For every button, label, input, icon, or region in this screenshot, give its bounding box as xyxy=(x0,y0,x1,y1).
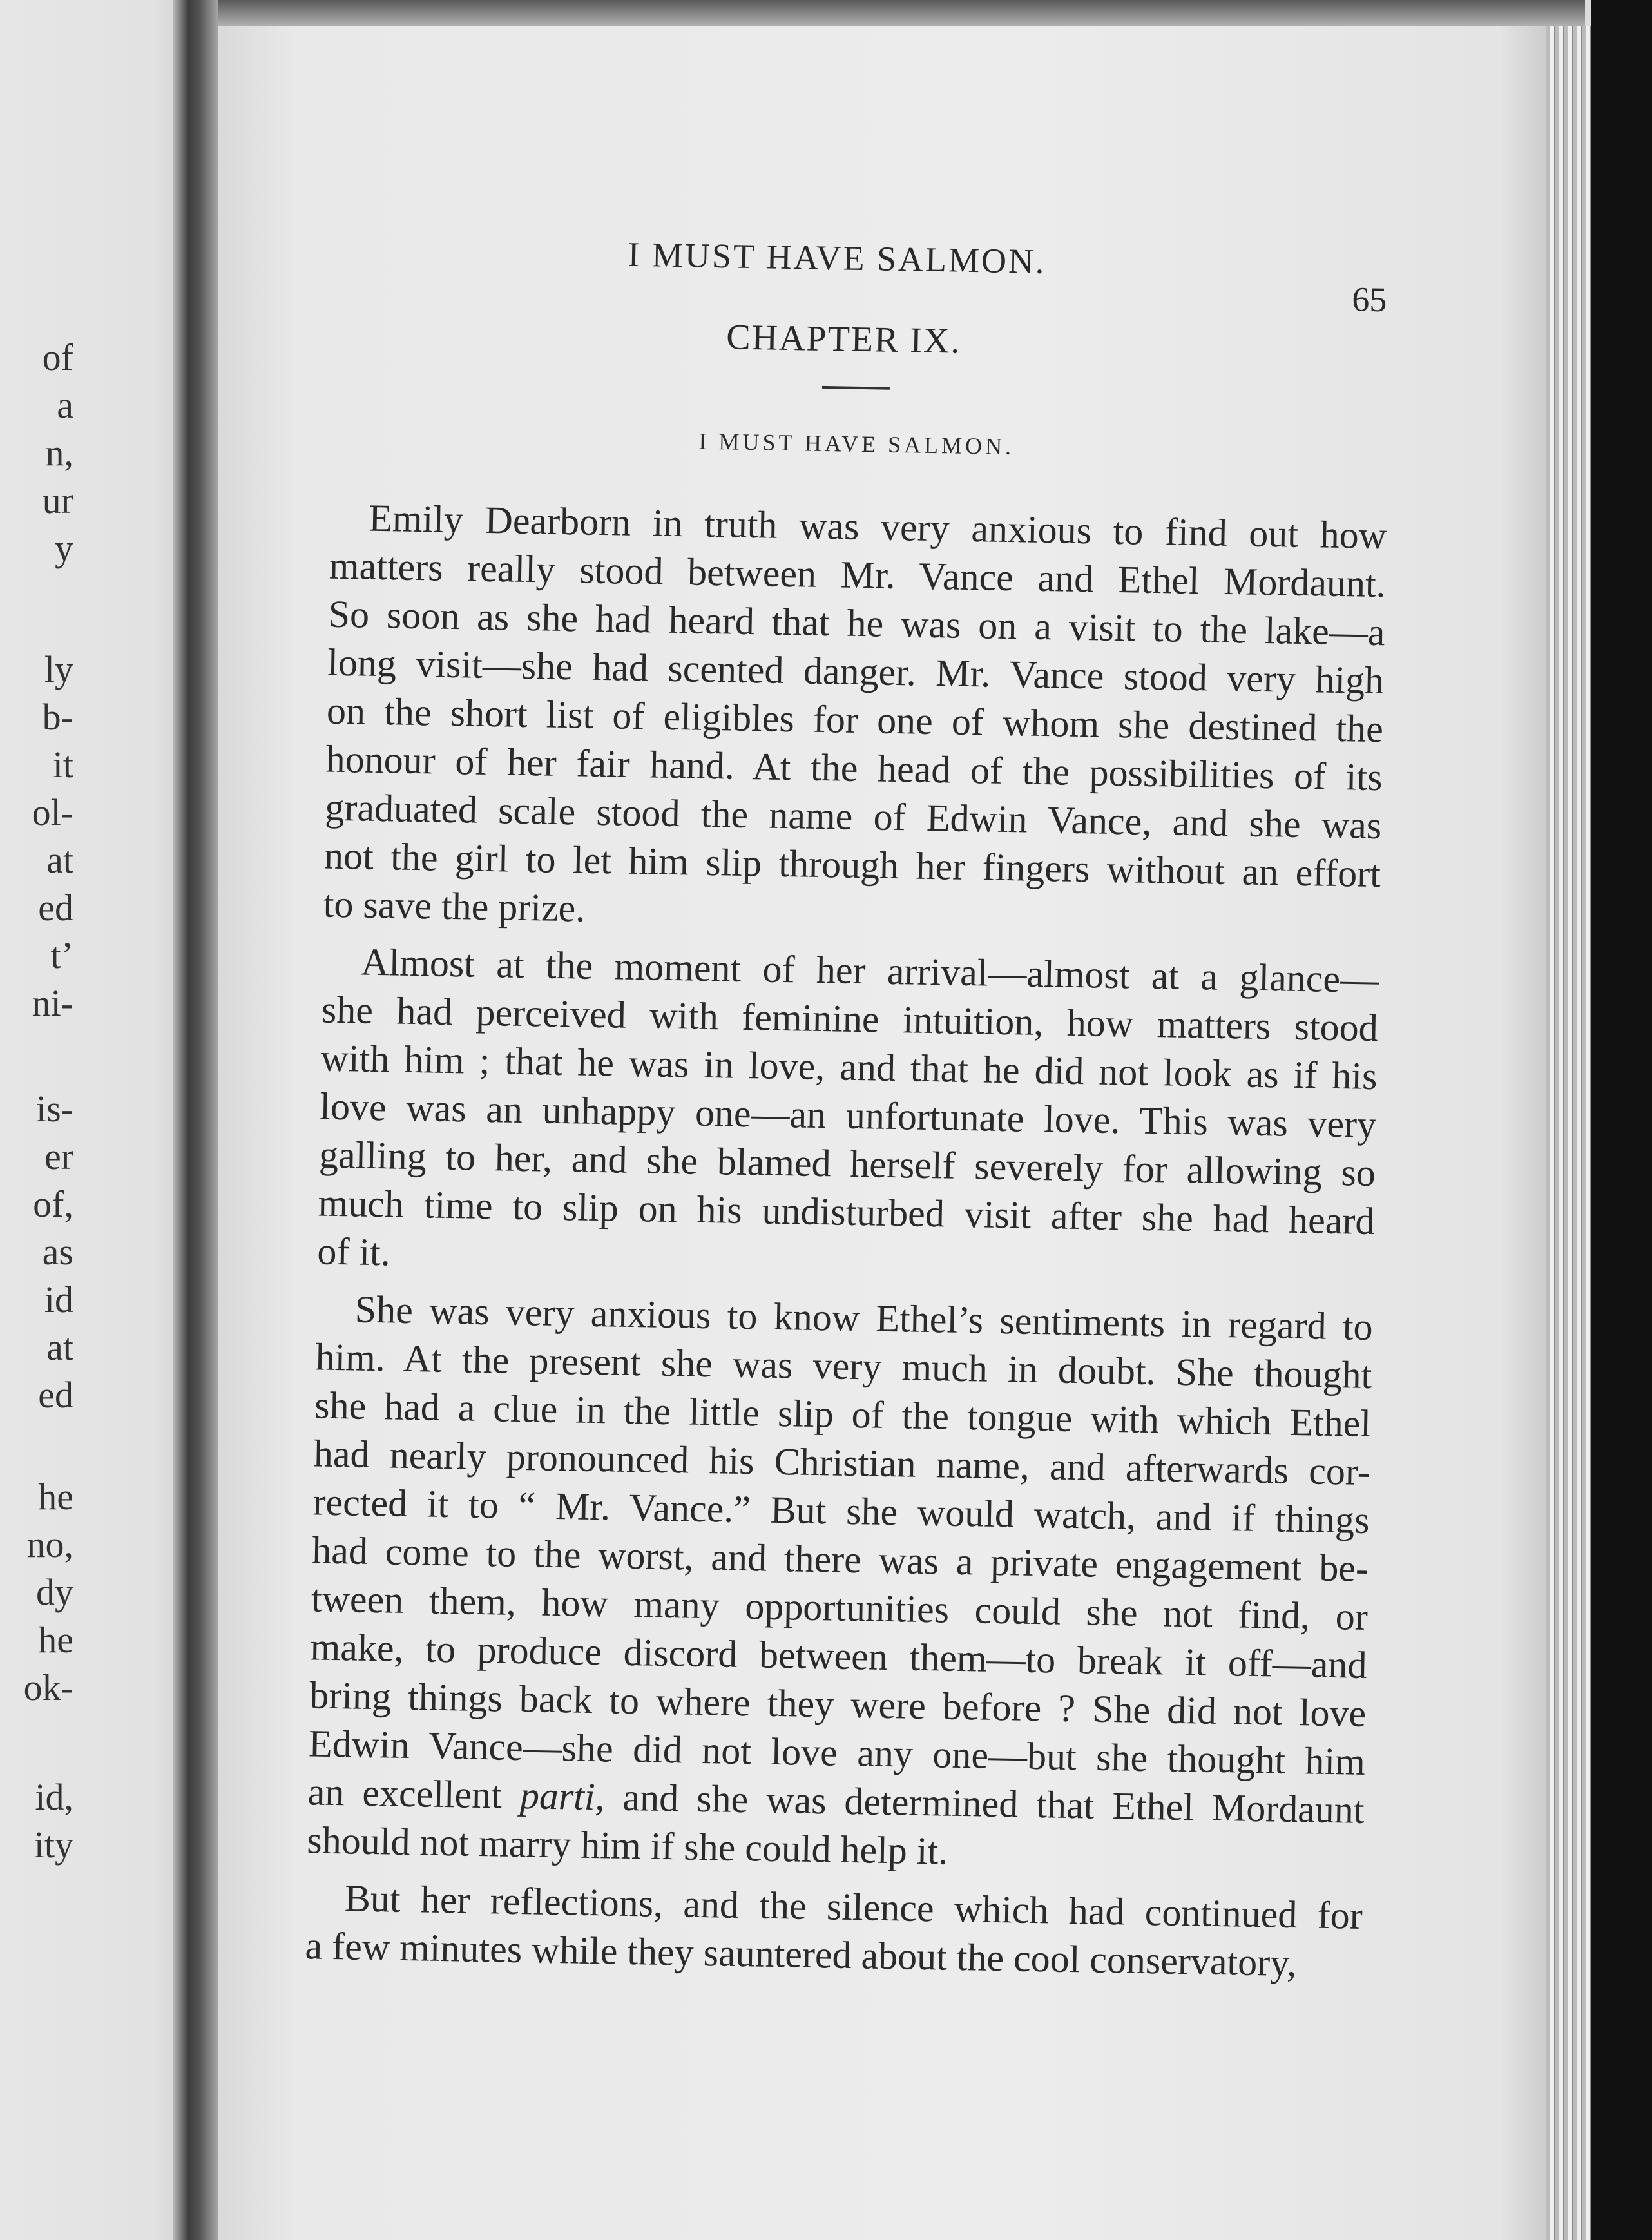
text-line: had nearly pronounced his Christian name, and afterwards cor- xyxy=(313,1432,1371,1494)
text-line: Almost at the moment of her arrival—almost at a glance— xyxy=(360,940,1379,1001)
left-page-fragment: a xyxy=(57,384,73,426)
text-line: galling to her, and she blamed herself severely for allowing so xyxy=(318,1133,1376,1195)
text-line: bring things back to where they were before ? She did not love xyxy=(309,1674,1367,1735)
text-line: not the girl to let him slip through her fingers without an effort xyxy=(323,834,1381,896)
text-line: long visit—she had scented danger. Mr. Vance stood very high xyxy=(327,641,1385,702)
left-page-fragment: of, xyxy=(33,1183,73,1225)
text-line: honour of her fair hand. At the head of the possibilities of its xyxy=(325,737,1383,799)
chapter-title: CHAPTER IX. xyxy=(725,317,962,362)
paragraph xyxy=(307,1284,1373,1882)
left-page-fragment: at xyxy=(46,1326,73,1368)
page-number: 65 xyxy=(1351,280,1387,320)
text-line: So soon as she had heard that he was on a visit to the lake—a xyxy=(328,592,1386,654)
left-page-fragment: y xyxy=(55,527,73,569)
text-line: on the short list of eligibles for one of whom she destined the xyxy=(326,689,1384,751)
left-page-fragment: it xyxy=(52,744,73,786)
text-line: she had perceived with feminine intuition, how matters stood xyxy=(321,988,1379,1050)
left-page-fragment: b- xyxy=(42,696,73,738)
paragraph xyxy=(323,494,1387,947)
text-line: should not marry him if she could help it. xyxy=(306,1819,948,1873)
left-page xyxy=(0,0,193,2240)
text-line: Edwin Vance—she did not love any one—but she thought him xyxy=(308,1722,1366,1783)
left-page-fragment: id, xyxy=(35,1776,73,1818)
left-page-fragment: n, xyxy=(45,432,73,474)
left-page-fragment: dy xyxy=(36,1571,73,1613)
left-page-fragment: he xyxy=(38,1619,73,1661)
text-line: But her reflections, and the silence which had continued for xyxy=(344,1877,1363,1937)
text-line: of it. xyxy=(316,1230,391,1274)
text-line: with him ; that he was in love, and that he did not look as if his xyxy=(320,1036,1378,1098)
text-line: she had a clue in the little slip of the tongue with which Ethel xyxy=(314,1384,1372,1445)
book-gutter xyxy=(173,0,218,2240)
left-page-fragment: at xyxy=(46,839,73,881)
background-edge xyxy=(1591,0,1652,2240)
text-segment: and she was determined that Ethel Mordaunt xyxy=(604,1775,1365,1831)
text-segment: an excellent xyxy=(307,1770,521,1817)
left-page-fragment: ed xyxy=(38,887,73,929)
left-page-fragment: as xyxy=(42,1231,73,1273)
italic-text: parti, xyxy=(519,1774,606,1819)
left-page-fragment: ed xyxy=(38,1374,73,1416)
text-line: matters really stood between Mr. Vance and Ethel Mordaunt. xyxy=(329,544,1387,606)
left-page-fragment: of xyxy=(42,336,73,378)
left-page-fragment: ol- xyxy=(32,791,73,833)
text-line: much time to slip on his undisturbed visit after she had heard xyxy=(318,1181,1376,1243)
paragraph xyxy=(317,938,1379,1295)
left-page-fragment: t’ xyxy=(50,934,73,976)
text-line: love was an unhappy one—an unfortunate love. This was very xyxy=(319,1085,1377,1146)
left-page-fragment: ni- xyxy=(32,982,73,1024)
page-edges xyxy=(1546,26,1595,2240)
left-page-fragment: er xyxy=(44,1135,73,1177)
paragraph xyxy=(305,1873,1363,1989)
text-line: make, to produce discord between them—to break it off—and xyxy=(310,1625,1368,1686)
left-page-fragment: ly xyxy=(44,648,73,690)
left-page-fragment: ok- xyxy=(23,1666,73,1708)
left-page-fragment: ity xyxy=(34,1824,73,1866)
left-page-fragment: ur xyxy=(42,479,73,521)
text-line: him. At the present she was very much in doubt. She thought xyxy=(315,1335,1372,1397)
text-line: Emily Dearborn in truth was very anxious to find out how xyxy=(368,496,1387,557)
text-line: had come to the worst, and there was a private engagement be- xyxy=(311,1529,1369,1590)
left-page-fragment: id xyxy=(44,1279,73,1320)
left-page-fragment: he xyxy=(38,1476,73,1518)
chapter-subtitle: I MUST HAVE SALMON. xyxy=(698,428,1015,460)
text-line: She was very anxious to know Ethel’s sentiments in regard to xyxy=(354,1288,1374,1349)
text-line: rected it to “ Mr. Vance.” But she would watch, and if things xyxy=(312,1480,1370,1542)
text-line: tween them, how many opportunities could she not find, or xyxy=(311,1577,1369,1638)
text-line: graduated scale stood the name of Edwin Vance, and she was xyxy=(324,786,1382,847)
text-line: a few minutes while they sauntered about the cool conservatory, xyxy=(305,1924,1297,1985)
left-page-fragment: no, xyxy=(26,1523,73,1565)
running-head: I MUST HAVE SALMON. xyxy=(627,235,1047,281)
text-line: to save the prize. xyxy=(323,882,586,930)
left-page-fragment: is- xyxy=(36,1088,73,1130)
body-text xyxy=(305,494,1387,1998)
